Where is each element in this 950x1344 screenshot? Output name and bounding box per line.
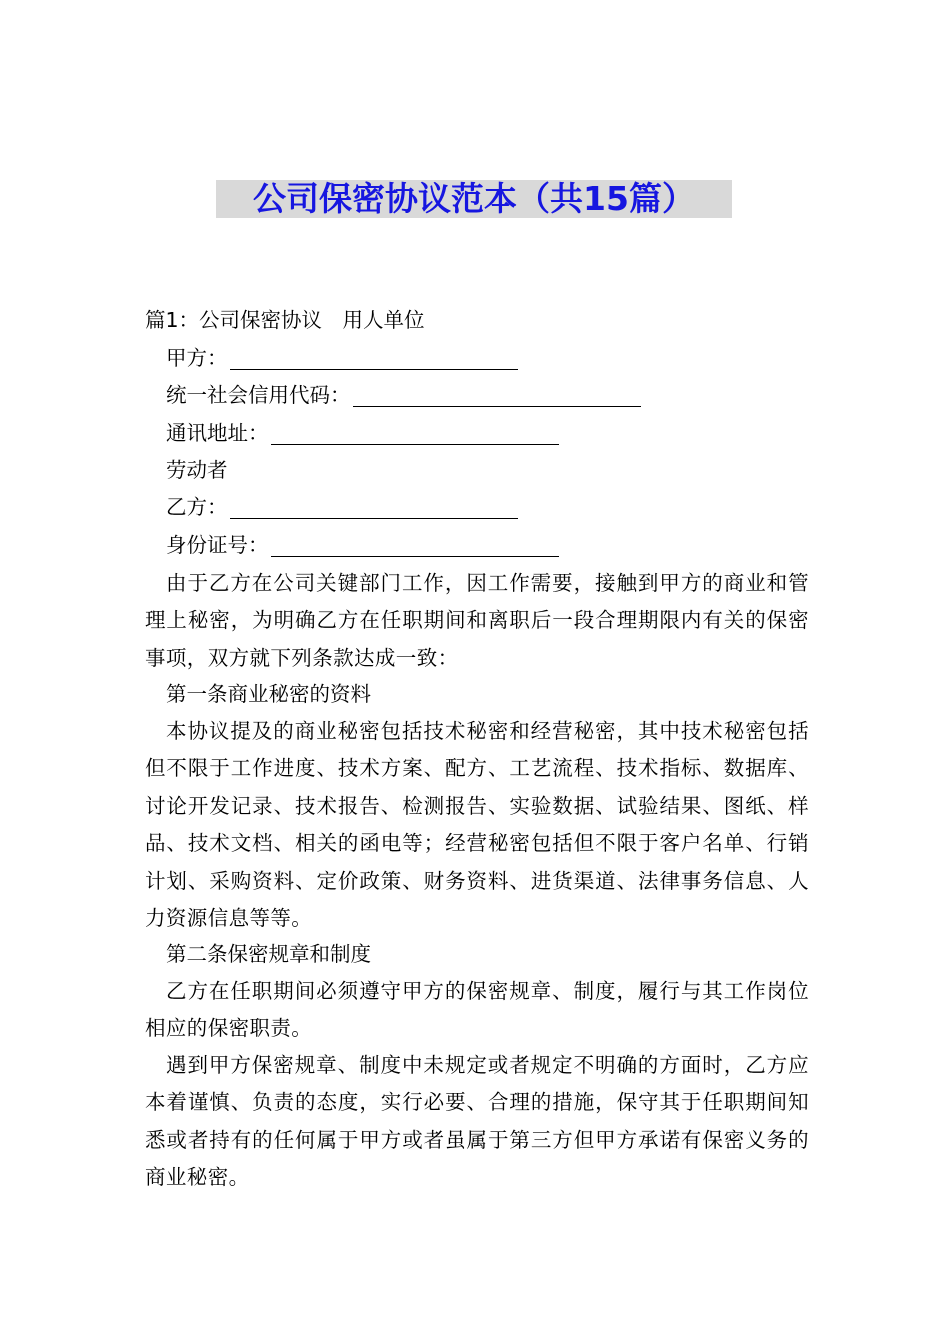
worker-label: 劳动者 — [166, 458, 228, 482]
credit-code-field — [166, 377, 641, 414]
article1-paragraph: 本协议提及的商业秘密包括技术秘密和经营秘密，其中技术秘密包括但不限于工作进度、技术方案、配方、工艺流程、技术指标、数据库、讨论开发记录、技术报告、检测报告、实验数据、试验结果、图纸、样品、技术文档、相关的函电等；经营秘密包括但不限于客户名单、行销计划、采购资料、定价政策、财务资料、进货渠道、法律事务信息、人力资源信息等等。 — [145, 719, 809, 931]
party-b-blank — [230, 489, 518, 519]
address-field — [166, 415, 559, 452]
credit-code-label: 统一社会信用代码： — [166, 383, 351, 407]
party-b-field — [166, 489, 518, 526]
address-label: 通讯地址： — [166, 421, 269, 445]
credit-code-blank — [353, 377, 641, 407]
document-title: 公司保密协议范本（共15篇） — [216, 180, 732, 218]
party-a-label: 甲方： — [166, 346, 228, 370]
section-heading: 篇1：公司保密协议 用人单位 — [145, 308, 425, 332]
party-b-label: 乙方： — [166, 495, 228, 519]
id-number-blank — [271, 527, 559, 557]
id-number-label: 身份证号： — [166, 533, 269, 557]
id-number-field — [166, 527, 559, 564]
article2-paragraph-1: 乙方在任职期间必须遵守甲方的保密规章、制度，履行与其工作岗位相应的保密职责。 — [145, 979, 809, 1041]
article2-paragraph-2: 遇到甲方保密规章、制度中未规定或者规定不明确的方面时，乙方应本着谨慎、负责的态度，实行必要、合理的措施，保守其于任职期间知悉或者持有的任何属于甲方或者虽属于第三方但甲方承诺有保密义务的商业秘密。 — [145, 1053, 809, 1190]
party-a-blank — [230, 340, 518, 370]
party-a-field — [166, 340, 518, 377]
address-blank — [271, 415, 559, 445]
article2-title: 第二条保密规章和制度 — [166, 942, 371, 966]
article1-title: 第一条商业秘密的资料 — [166, 682, 371, 706]
intro-paragraph: 由于乙方在公司关键部门工作，因工作需要，接触到甲方的商业和管理上秘密，为明确乙方在任职期间和离职后一段合理期限内有关的保密事项，双方就下列条款达成一致： — [145, 571, 809, 670]
